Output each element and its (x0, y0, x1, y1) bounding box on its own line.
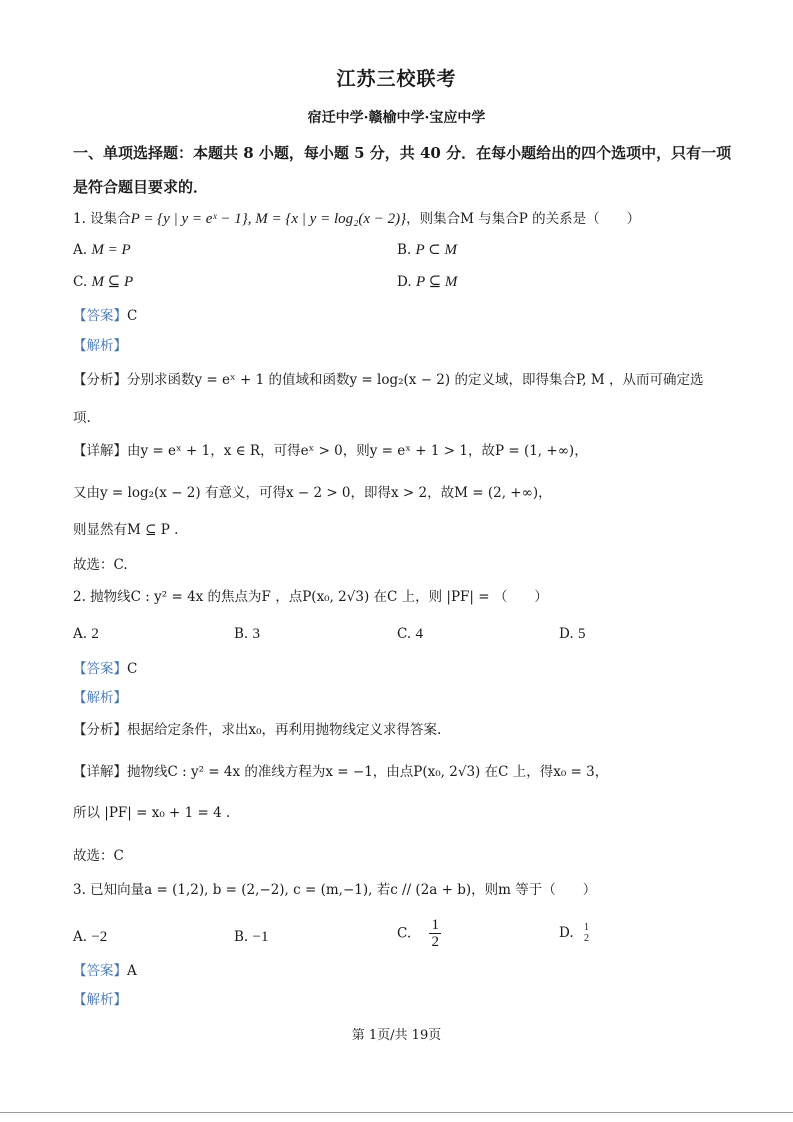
fraction-denominator: 2 (431, 934, 439, 950)
detail-tag: 【详解】 (73, 764, 127, 780)
q1-option-a (73, 240, 131, 260)
answer-value: A (127, 963, 137, 979)
q1-set-m: , M = {x | y = log₂(x − 2)} (247, 211, 407, 227)
q1-stem-suffix: ，则集合M 与集合P 的关系是（ ） (406, 211, 641, 227)
q3-option-d (559, 922, 589, 944)
q1-option-b (397, 240, 457, 260)
option-letter: B. (234, 626, 249, 642)
answer-value: C (127, 308, 138, 324)
option-letter: D. (397, 274, 412, 290)
page-footer: 第 1页/共 19页 (351, 1028, 442, 1043)
option-text: −2 (91, 929, 108, 945)
q1-set-p: P = {y | y = eˣ − 1} (130, 211, 248, 227)
option-letter: D. (559, 626, 574, 642)
option-text: P ⊆ M (415, 274, 458, 290)
q3-stem: 3. 已知向量a = (1,2), b = (2,−2), c = (m,−1), 若c // (2a + b)，则m 等于（ ） (73, 882, 597, 898)
q1-fenxi (73, 370, 704, 390)
fraction-numerator: 1 (583, 922, 589, 933)
fenxi-tag: 【分析】 (73, 372, 127, 388)
q1-option-c (73, 272, 133, 292)
page-subtitle: 宿迁中学·赣榆中学·宝应中学 (307, 110, 486, 126)
q3-analysis-tag (73, 990, 127, 1010)
option-text: 5 (577, 626, 586, 642)
analysis-tag: 【解析】 (73, 690, 127, 706)
fenxi-text: 分别求函数y = eˣ + 1 的值域和函数y = log₂(x − 2) 的定义域，即得集合P, M ，从而可确定选 (127, 372, 704, 388)
q2-option-d (559, 624, 585, 644)
q2-fenxi (73, 720, 441, 740)
q1-choose: 故选：C. (73, 557, 128, 573)
q2-choose: 故选：C (73, 848, 124, 864)
fraction-numerator: 1 (431, 917, 439, 933)
q3-option-a (73, 927, 107, 947)
q2-option-c (397, 624, 423, 644)
option-text: M ⊆ P (91, 274, 134, 290)
analysis-tag: 【解析】 (73, 992, 127, 1008)
q1-stem (73, 209, 640, 229)
option-text: M = P (91, 242, 131, 258)
bottom-divider (0, 1112, 793, 1113)
q1-answer (73, 306, 137, 326)
q1-detail-1 (73, 441, 588, 461)
option-text: 2 (91, 626, 99, 642)
answer-tag: 【答案】 (73, 661, 127, 677)
answer-value: C (127, 661, 138, 677)
q2-stem: 2. 抛物线C : y² = 4x 的焦点为F ，点P(x₀, 2√3) 在C 上，则 |PF| = （ ） (73, 589, 548, 605)
section-heading: 一、单项选择题：本题共 8 小题，每小题 5 分，共 40 分．在每小题给出的四个选项中，只有一项是符合题目要求的． (73, 144, 732, 196)
q3-answer (73, 961, 137, 981)
q2-answer (73, 659, 137, 679)
detail-text: 抛物线C : y² = 4x 的准线方程为x = −1，由点P(x₀, 2√3) 在C 上，得x₀ = 3， (127, 764, 609, 780)
option-letter: C. (73, 274, 88, 290)
fraction-denominator: 2 (583, 933, 589, 944)
q3-option-c (397, 917, 441, 950)
fraction (584, 922, 589, 944)
option-letter: D. (559, 925, 574, 941)
q1-detail-2: 又由y = log₂(x − 2) 有意义，可得x − 2 > 0，即得x > 2，故M = (2, +∞)， (73, 485, 552, 501)
fraction (429, 917, 441, 950)
option-letter: A. (73, 929, 88, 945)
q2-detail-2: 所以 |PF| = x₀ + 1 = 4 . (73, 805, 231, 821)
option-text: P ⊂ M (415, 242, 457, 258)
answer-tag: 【答案】 (73, 308, 127, 324)
option-letter: C. (397, 925, 412, 942)
option-letter: C. (397, 626, 412, 642)
option-letter: B. (234, 929, 249, 945)
fenxi-text: 根据给定条件，求出x₀，再利用抛物线定义求得答案. (127, 722, 442, 738)
q2-option-a (73, 624, 99, 644)
option-letter: A. (73, 626, 88, 642)
q1-option-d (397, 272, 457, 292)
detail-text: 由y = eˣ + 1，x ∈ R，可得eˣ > 0，则y = eˣ + 1 > 1，故P = (1, +∞)， (127, 443, 588, 459)
analysis-tag: 【解析】 (73, 338, 127, 354)
q2-analysis-tag (73, 688, 127, 708)
q1-stem-prefix: 1. 设集合 (73, 211, 131, 227)
page-title: 江苏三校联考 (336, 68, 457, 90)
q2-detail-1 (73, 762, 608, 782)
option-text: 4 (415, 626, 423, 642)
option-text: 3 (252, 626, 261, 642)
q1-detail-3: 则显然有M ⊆ P . (73, 522, 179, 538)
detail-tag: 【详解】 (73, 443, 127, 459)
answer-tag: 【答案】 (73, 963, 127, 979)
q1-fenxi-cont: 项. (73, 410, 91, 426)
option-letter: B. (397, 242, 412, 258)
q3-option-b (234, 927, 268, 947)
q2-option-b (234, 624, 260, 644)
fenxi-tag: 【分析】 (73, 722, 127, 738)
option-letter: A. (73, 242, 88, 258)
option-text: −1 (252, 929, 269, 945)
q1-analysis-tag (73, 336, 127, 356)
